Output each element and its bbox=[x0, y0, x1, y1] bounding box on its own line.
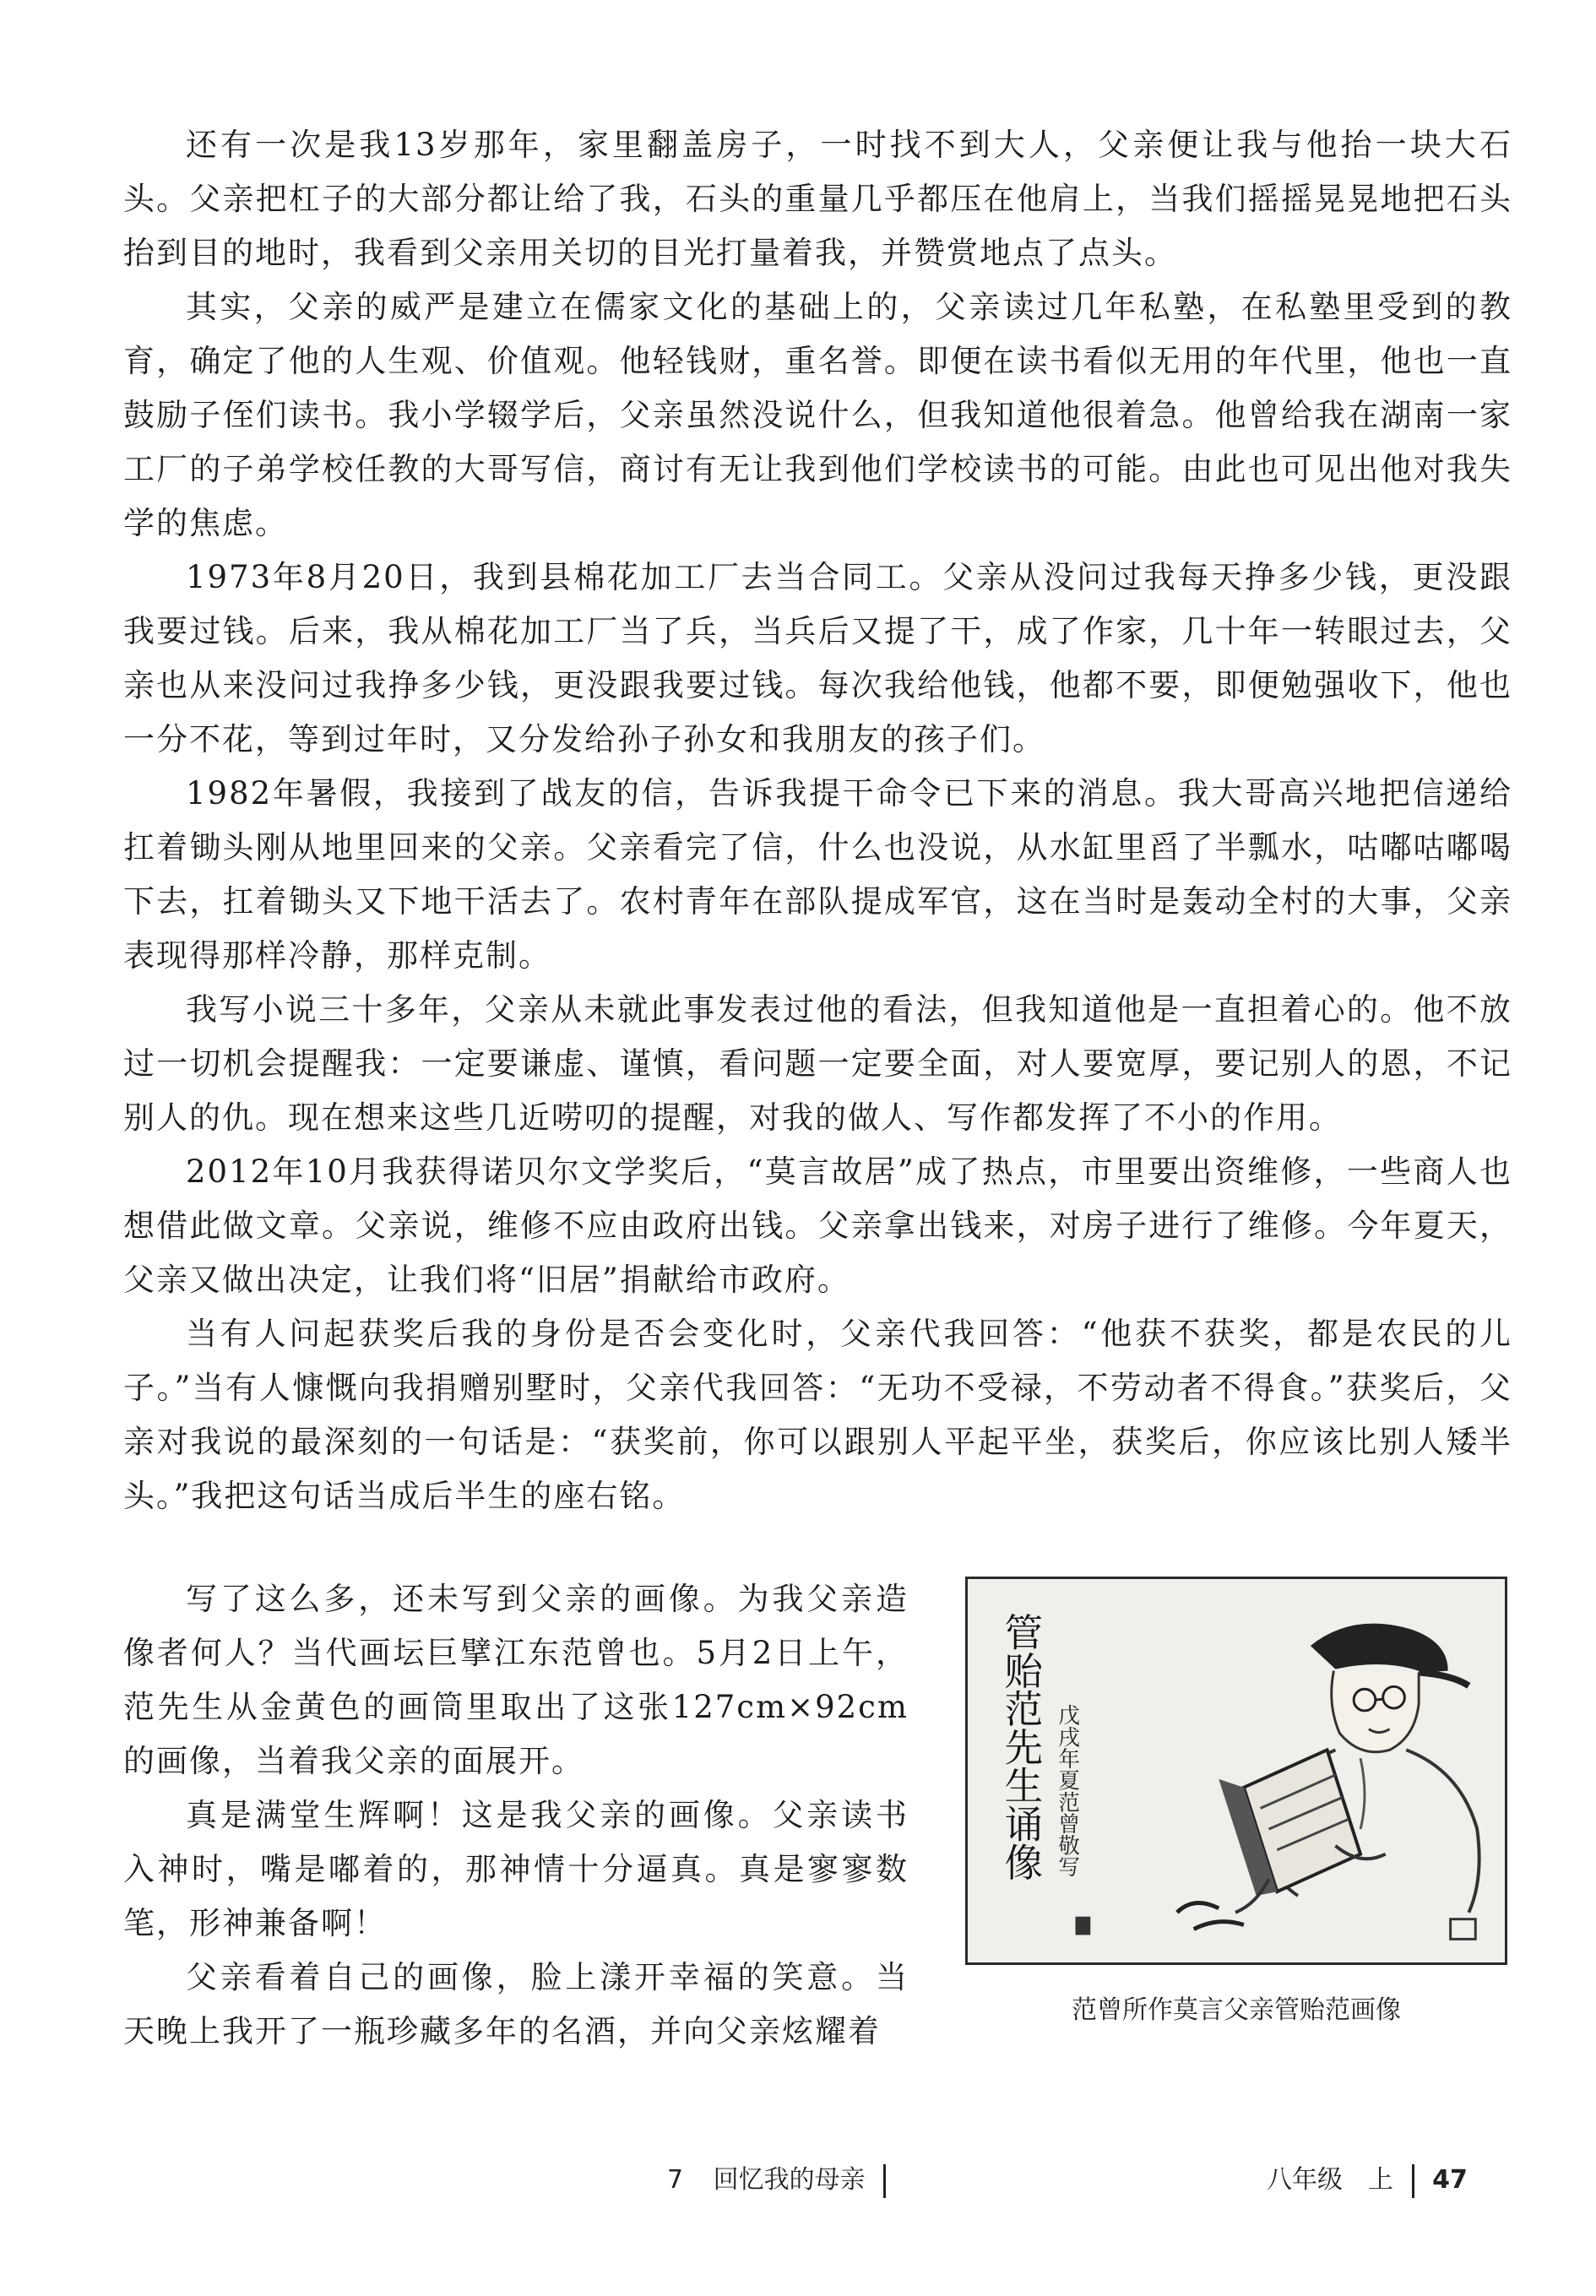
portrait-illustration bbox=[968, 1579, 1505, 1962]
paragraph-10: 父亲看着自己的画像，脸上漾开幸福的笑意。当天晚上我开了一瓶珍藏多年的名酒，并向父亲炫耀着 bbox=[123, 1959, 909, 2049]
lesson-number: 7 bbox=[667, 2165, 684, 2195]
paragraph-2: 其实，父亲的威严是建立在儒家文化的基础上的，父亲读过几年私塾，在私塾里受到的教育，确定了他的人生观、价值观。他轻钱财，重名誉。即便在读书看似无用的年代里，他也一直鼓励子侄们读书。我小学辍学后，父亲虽然没说什么，但我知道他很着急。他曾给我在湖南一家工厂的子弟学校任教的大哥写信，商讨有无让我到他们学校读书的可能。由此也可见出他对我失学的焦虑。 bbox=[123, 289, 1512, 541]
paragraph-6: 2012年10月我获得诺贝尔文学奖后，“莫言故居”成了热点，市里要出资维修，一些商人也想借此做文章。父亲说，维修不应由政府出钱。父亲拿出钱来，对房子进行了维修。今年夏天，父亲又做出决定，让我们将“旧居”捐献给市政府。 bbox=[123, 1153, 1512, 1298]
page-number: 47 bbox=[1432, 2165, 1468, 2195]
paragraph-4: 1982年暑假，我接到了战友的信，告诉我提干命令已下来的消息。我大哥高兴地把信递给扛着锄头刚从地里回来的父亲。父亲看完了信，什么也没说，从水缸里舀了半瓢水，咕嘟咕嘟喝下去，扛着锄头又下地干活去了。农村青年在部队提成军官，这在当时是轰动全村的大事，父亲表现得那样冷静，那样克制。 bbox=[123, 775, 1512, 974]
lesson-title: 回忆我的母亲 bbox=[713, 2165, 866, 2195]
figure-caption: 范曾所作莫言父亲管贻范画像 bbox=[1072, 1995, 1401, 2025]
divider-bar bbox=[883, 2164, 886, 2198]
inscription-side: 戊戌年夏范曾敬写 bbox=[1054, 1704, 1080, 1878]
footer-lesson bbox=[667, 2162, 896, 2199]
paragraph-7: 当有人问起获奖后我的身份是否会变化时，父亲代我回答：“他获不获奖，都是农民的儿子。”当有人慷慨向我捐赠别墅时，父亲代我回答：“无功不受禄，不劳动者不得食。”获奖后，父亲对我说的最深刻的一句话是：“获奖前，你可以跟别人平起平坐，获奖后，你应该比别人矮半头。”我把这句话当成后半生的座右铭。 bbox=[123, 1316, 1512, 1514]
inscription-main: 管贻范先生诵像 bbox=[997, 1612, 1043, 1881]
divider-bar bbox=[1412, 2164, 1414, 2198]
portrait-painting bbox=[965, 1577, 1507, 1965]
paragraph-1: 还有一次是我13岁那年，家里翻盖房子，一时找不到大人，父亲便让我与他抬一块大石头。父亲把杠子的大部分都让给了我，石头的重量几乎都压在他肩上，当我们摇摇晃晃地把石头抬到目的地时，我看到父亲用关切的目光打量着我，并赞赏地点了点头。 bbox=[123, 127, 1512, 271]
grade-label: 八年级 上 bbox=[1267, 2165, 1393, 2195]
footer-grade bbox=[1267, 2162, 1468, 2199]
paragraph-8: 写了这么多，还未写到父亲的画像。为我父亲造像者何人？当代画坛巨擘江东范曾也。5月2日上午，范先生从金黄色的画筒里取出了这张127cm×92cm的画像，当着我父亲的面展开。 bbox=[123, 1581, 909, 1779]
seal-mark bbox=[1076, 1917, 1091, 1935]
paragraph-5: 我写小说三十多年，父亲从未就此事发表过他的看法，但我知道他是一直担着心的。他不放过一切机会提醒我：一定要谦虚、谨慎，看问题一定要全面，对人要宽厚，要记别人的恩，不记别人的仇。现在想来这些几近唠叨的提醒，对我的做人、写作都发挥了不小的作用。 bbox=[123, 991, 1512, 1136]
paragraph-3: 1973年8月20日，我到县棉花加工厂去当合同工。父亲从没问过我每天挣多少钱，更没跟我要过钱。后来，我从棉花加工厂当了兵，当兵后又提了干，成了作家，几十年一转眼过去，父亲也从来没问过我挣多少钱，更没跟我要过钱。每次我给他钱，他都不要，即便勉强收下，他也一分不花，等到过年时，又分发给孙子孙女和我朋友的孩子们。 bbox=[123, 559, 1512, 757]
paragraph-9: 真是满堂生辉啊！这是我父亲的画像。父亲读书入神时，嘴是嘟着的，那神情十分逼真。真是寥寥数笔，形神兼备啊！ bbox=[123, 1797, 909, 1941]
